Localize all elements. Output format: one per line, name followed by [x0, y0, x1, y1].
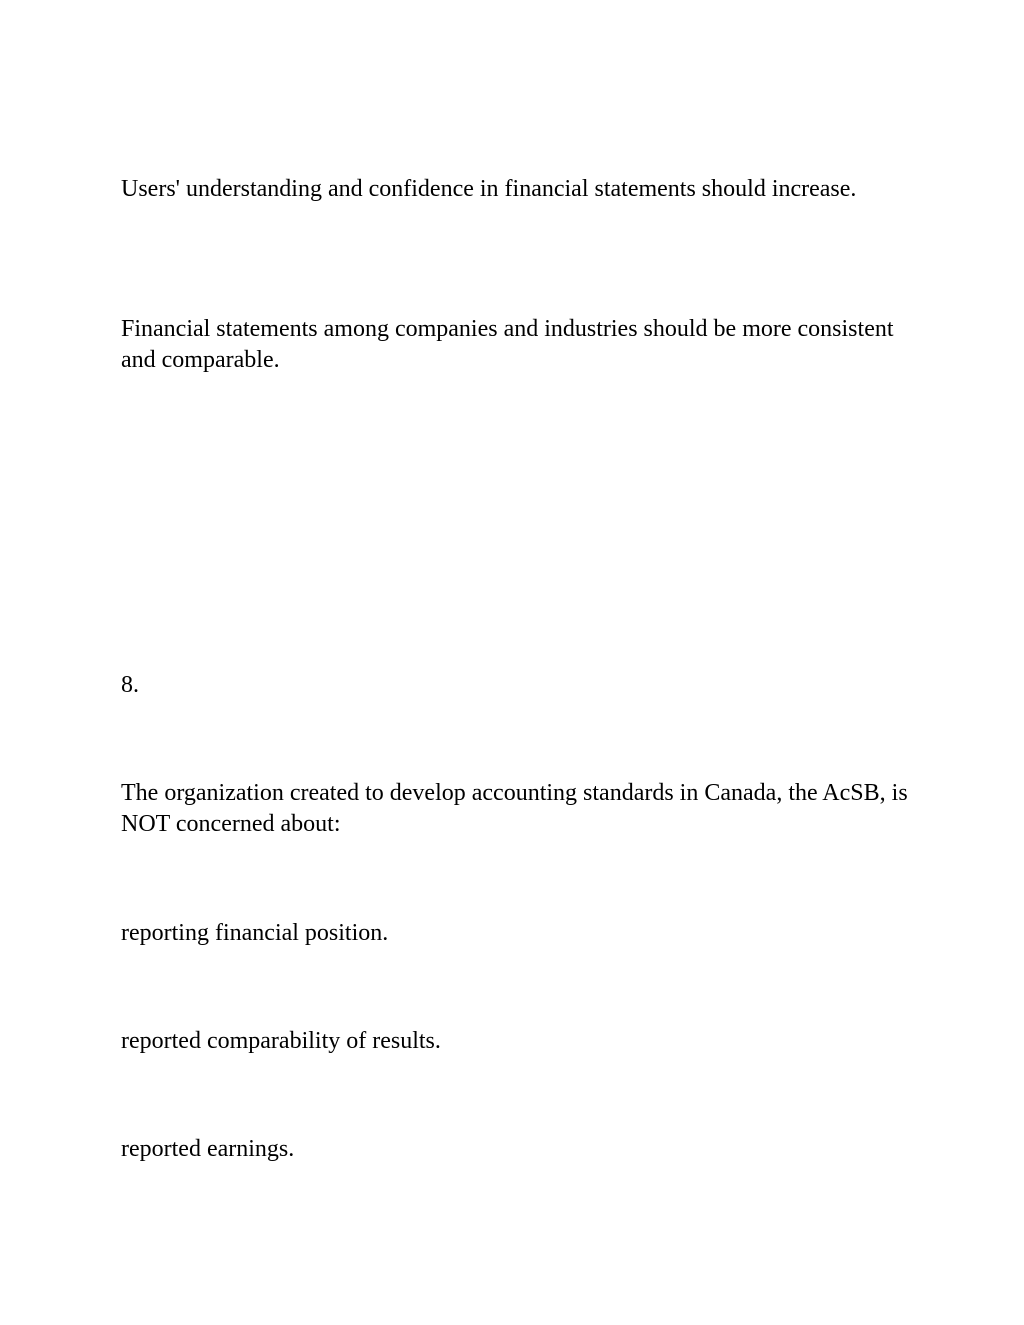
answer-option-text: reported earnings.: [121, 1136, 295, 1162]
answer-option-text: reporting financial position.: [121, 920, 389, 946]
question-stem: The organization created to develop accounting standards in Canada, the AcSB, is NOT concerned about:: [121, 780, 908, 837]
answer-option-text: Users' understanding and confidence in financial statements should increase.: [121, 176, 857, 202]
answer-option-text: Financial statements among companies and industries should be more consistent and comparable.: [121, 316, 894, 373]
answer-option-text: reported comparability of results.: [121, 1028, 441, 1054]
question-number: 8.: [121, 672, 139, 698]
